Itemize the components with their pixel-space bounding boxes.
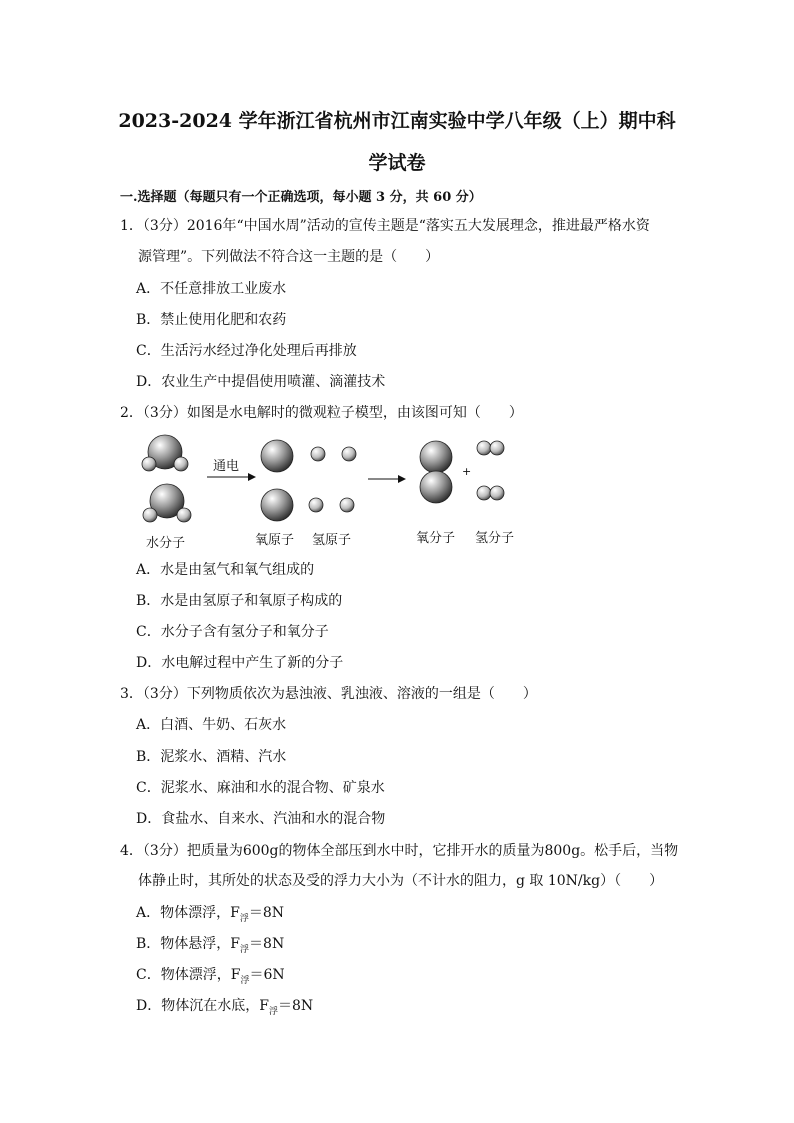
question-1-stem: 1．（3分）2016年“中国水周”活动的宣传主题是“落实五大发展理念，推进最严格水资 xyxy=(120,218,650,234)
question-2-option-d: D．水电解过程中产生了新的分子 xyxy=(136,655,344,671)
question-1-option-a: A．不任意排放工业废水 xyxy=(136,281,287,297)
hydrogen-atom xyxy=(340,498,354,512)
option-value: ＝8N xyxy=(248,905,285,921)
question-3-option-b: B．泥浆水、酒精、汽水 xyxy=(136,749,287,765)
electrolysis-diagram xyxy=(0,428,794,556)
hydrogen-atom-label: 氢原子 xyxy=(312,533,352,548)
question-4-stem-cont: 体静止时，其所处的状态及受的浮力大小为（不计水的阻力，g 取 10N/kg）（ ） xyxy=(138,873,664,889)
buoyancy-subscript: 浮 xyxy=(240,945,250,955)
question-1-option-b: B．禁止使用化肥和农药 xyxy=(136,312,287,328)
buoyancy-subscript: 浮 xyxy=(239,914,249,924)
hydrogen-molecule-bottom xyxy=(477,486,504,500)
question-2-option-c: C．水分子含有氢分子和氧分子 xyxy=(136,624,329,640)
arrow-right-icon xyxy=(248,473,256,481)
question-3-option-c: C．泥浆水、麻油和水的混合物、矿泉水 xyxy=(136,780,385,796)
hydrogen-molecule-top xyxy=(477,441,504,455)
exam-title-line-1: 2023-2024 学年浙江省杭州市江南实验中学八年级（上）期中科 xyxy=(118,110,676,132)
exam-title-line-2: 学试卷 xyxy=(368,152,426,174)
question-1-option-c: C．生活污水经过净化处理后再排放 xyxy=(136,343,357,359)
question-4-option-b xyxy=(136,934,284,956)
question-3-option-a: A．白酒、牛奶、石灰水 xyxy=(136,717,287,733)
option-text: C．物体漂浮，F xyxy=(136,967,241,983)
question-3-stem: 3．（3分）下列物质依次为悬浊液、乳浊液、溶液的一组是（ ） xyxy=(120,686,537,702)
hydrogen-atom xyxy=(311,447,325,461)
hydrogen-molecule-label: 氢分子 xyxy=(475,531,515,546)
water-molecule-top xyxy=(142,435,188,471)
oxygen-atom xyxy=(261,440,293,472)
question-1-stem-cont: 源管理”。下列做法不符合这一主题的是（ ） xyxy=(138,249,440,265)
question-4-option-a xyxy=(136,903,284,925)
option-text: D．物体沉在水底，F xyxy=(136,998,269,1014)
option-value: ＝6N xyxy=(249,967,285,983)
question-4-stem: 4．（3分）把质量为600g的物体全部压到水中时，它排开水的质量为800g。松手后，当物 xyxy=(120,843,679,859)
oxygen-molecule xyxy=(420,441,452,503)
buoyancy-subscript: 浮 xyxy=(268,1007,278,1017)
electrolysis-label: 通电 xyxy=(213,459,240,474)
oxygen-atom xyxy=(261,489,293,521)
question-4-option-d xyxy=(136,996,313,1018)
oxygen-atom-label: 氧原子 xyxy=(255,533,295,548)
water-molecule-bottom xyxy=(143,484,191,522)
question-2-option-a: A．水是由氢气和氧气组成的 xyxy=(136,562,315,578)
oxygen-molecule-label: 氧分子 xyxy=(416,531,456,546)
option-text: B．物体悬浮，F xyxy=(136,936,241,952)
option-text: A．物体漂浮，F xyxy=(136,905,240,921)
buoyancy-subscript: 浮 xyxy=(240,976,250,986)
option-value: ＝8N xyxy=(277,998,314,1014)
water-molecule-label: 水分子 xyxy=(146,536,186,551)
question-2-stem: 2．（3分）如图是水电解时的微观粒子模型，由该图可知（ ） xyxy=(120,405,523,421)
hydrogen-atom xyxy=(309,498,323,512)
arrow-right-icon xyxy=(398,475,406,483)
question-3-option-d: D．食盐水、自来水、汽油和水的混合物 xyxy=(136,811,386,827)
section-heading: 一.选择题（每题只有一个正确选项，每小题 3 分，共 60 分） xyxy=(120,190,482,205)
question-2-option-b: B．水是由氢原子和氧原子构成的 xyxy=(136,593,343,609)
plus-sign: + xyxy=(462,465,472,478)
question-1-option-d: D．农业生产中提倡使用喷灌、滴灌技术 xyxy=(136,374,386,390)
question-4-option-c xyxy=(136,965,285,987)
option-value: ＝8N xyxy=(249,936,285,952)
hydrogen-atom xyxy=(342,447,356,461)
